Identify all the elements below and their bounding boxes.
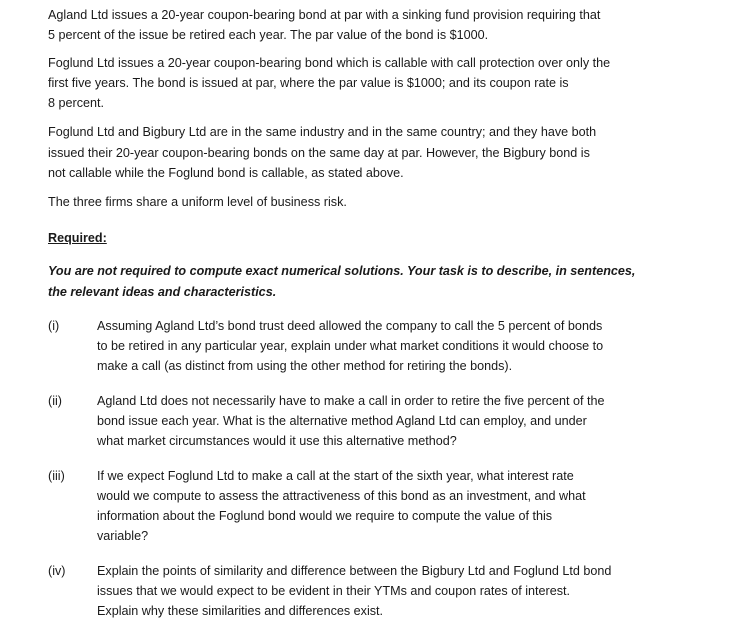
- question-text-line: variable?: [97, 529, 149, 543]
- text-line: first five years. The bond is issued at par, where the par value is $1000; and its coupon rate is: [48, 76, 569, 90]
- question-label: (i): [48, 319, 60, 333]
- question-label: (ii): [48, 394, 62, 408]
- instruction-line: You are not required to compute exact numerical solutions. Your task is to describe, in sentences,: [48, 264, 636, 278]
- question-label: (iv): [48, 564, 66, 578]
- text-line: 5 percent of the issue be retired each year. The par value of the bond is $1000.: [48, 28, 489, 42]
- question-text-line: issues that we would expect to be evident in their YTMs and coupon rates of interest.: [97, 584, 570, 598]
- question-text-line: make a call (as distinct from using the other method for retiring the bonds).: [97, 359, 513, 373]
- required-heading: Required:: [48, 231, 107, 245]
- text-line: Agland Ltd issues a 20-year coupon-bearing bond at par with a sinking fund provision requiring that: [48, 8, 601, 22]
- text-line: The three firms share a uniform level of business risk.: [48, 195, 347, 209]
- question-text-line: Explain why these similarities and differences exist.: [97, 604, 384, 618]
- question-text-line: information about the Foglund bond would we require to compute the value of this: [97, 509, 553, 523]
- question-text-line: would we compute to assess the attractiveness of this bond as an investment, and what: [97, 489, 586, 503]
- instruction-line: the relevant ideas and characteristics.: [48, 285, 277, 299]
- question-text-line: Agland Ltd does not necessarily have to make a call in order to retire the five percent of the: [97, 394, 605, 408]
- question-label: (iii): [48, 469, 65, 483]
- question-text-line: Explain the points of similarity and difference between the Bigbury Ltd and Foglund Ltd bond: [97, 564, 612, 578]
- question-text-line: Assuming Agland Ltd’s bond trust deed allowed the company to call the 5 percent of bonds: [97, 319, 603, 333]
- text-line: not callable while the Foglund bond is callable, as stated above.: [48, 166, 404, 180]
- text-line: Foglund Ltd and Bigbury Ltd are in the same industry and in the same country; and they have both: [48, 125, 597, 139]
- question-text-line: what market circumstances would it use this alternative method?: [97, 434, 457, 448]
- question-text-line: to be retired in any particular year, explain under what market conditions it would choose to: [97, 339, 604, 353]
- text-line: 8 percent.: [48, 96, 105, 110]
- question-text-line: If we expect Foglund Ltd to make a call at the start of the sixth year, what interest rate: [97, 469, 574, 483]
- text-line: Foglund Ltd issues a 20-year coupon-bearing bond which is callable with call protection over only the: [48, 56, 611, 70]
- text-line: issued their 20-year coupon-bearing bonds on the same day at par. However, the Bigbury bond is: [48, 146, 590, 160]
- question-text-line: bond issue each year. What is the alternative method Agland Ltd can employ, and under: [97, 414, 587, 428]
